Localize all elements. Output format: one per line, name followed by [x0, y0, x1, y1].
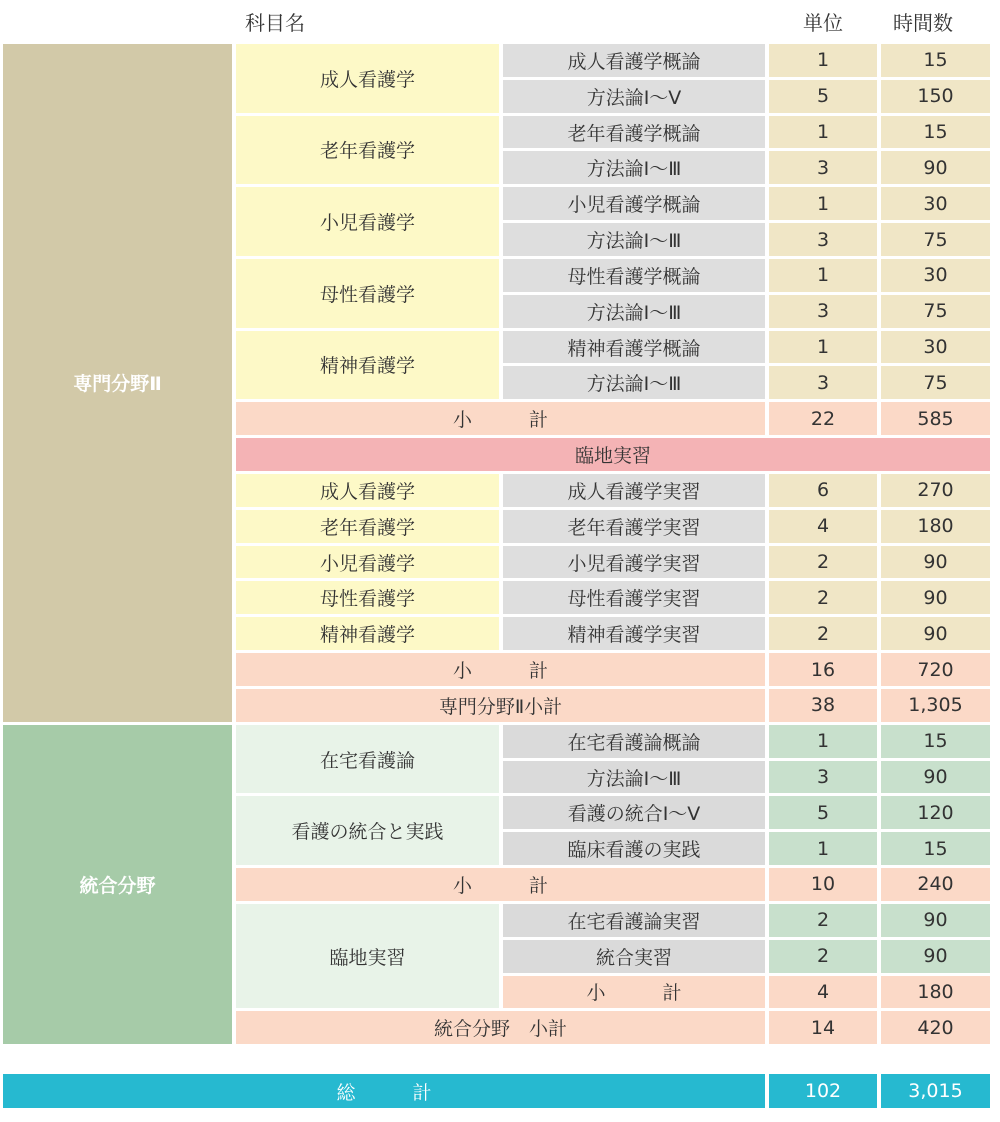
- course-name: 方法論Ⅰ～Ⅲ: [503, 223, 765, 256]
- course-hours: 90: [881, 940, 990, 973]
- subtotal-units: 10: [769, 868, 877, 901]
- course-units: 1: [769, 44, 877, 77]
- practicum-header: 臨地実習: [236, 438, 990, 471]
- course-units: 3: [769, 151, 877, 184]
- header-hours: 時間数: [893, 11, 953, 35]
- course-name: 成人看護学実習: [503, 474, 765, 507]
- course-name: 方法論Ⅰ～Ⅲ: [503, 366, 765, 399]
- subject-name: 在宅看護論: [236, 725, 499, 794]
- total-label: 総 計: [3, 1074, 765, 1108]
- course-units: 5: [769, 80, 877, 113]
- subject-name: 母性看護学: [236, 259, 499, 328]
- header-subject: 科目名: [245, 11, 305, 35]
- header-units: 単位: [803, 11, 843, 35]
- subject-name: 成人看護学: [236, 474, 499, 507]
- course-units: 1: [769, 832, 877, 865]
- course-units: 3: [769, 366, 877, 399]
- course-units: 1: [769, 187, 877, 220]
- course-name: 統合実習: [503, 940, 765, 973]
- course-units: 6: [769, 474, 877, 507]
- course-name: 方法論Ⅰ～Ⅲ: [503, 295, 765, 328]
- subject-name: 老年看護学: [236, 510, 499, 543]
- course-name: 老年看護学実習: [503, 510, 765, 543]
- course-units: 3: [769, 223, 877, 256]
- course-units: 3: [769, 761, 877, 794]
- course-name: 成人看護学概論: [503, 44, 765, 77]
- course-name: 在宅看護論実習: [503, 904, 765, 937]
- subtotal-units: 22: [769, 402, 877, 435]
- course-units: 1: [769, 116, 877, 149]
- subtotal-hours: 420: [881, 1011, 990, 1044]
- subject-name: 看護の統合と実践: [236, 796, 499, 865]
- course-units: 2: [769, 617, 877, 650]
- course-hours: 90: [881, 546, 990, 579]
- course-units: 3: [769, 295, 877, 328]
- course-units: 5: [769, 796, 877, 829]
- course-hours: 270: [881, 474, 990, 507]
- subtotal-label: 小 計: [236, 868, 765, 901]
- subtotal-label: 小 計: [236, 402, 765, 435]
- course-hours: 30: [881, 331, 990, 364]
- course-name: 小児看護学概論: [503, 187, 765, 220]
- course-hours: 150: [881, 80, 990, 113]
- course-name: 臨床看護の実践: [503, 832, 765, 865]
- course-units: 1: [769, 259, 877, 292]
- subtotal-label: 小 計: [503, 976, 765, 1009]
- subtotal-hours: 1,305: [881, 689, 990, 722]
- course-units: 4: [769, 510, 877, 543]
- course-name: 方法論Ⅰ～Ⅲ: [503, 151, 765, 184]
- course-hours: 30: [881, 187, 990, 220]
- course-units: 1: [769, 725, 877, 758]
- subject-name: 精神看護学: [236, 617, 499, 650]
- subtotal-label: 統合分野 小計: [236, 1011, 765, 1044]
- subtotal-units: 14: [769, 1011, 877, 1044]
- course-hours: 90: [881, 617, 990, 650]
- course-units: 2: [769, 904, 877, 937]
- subtotal-hours: 720: [881, 653, 990, 686]
- subject-name: 小児看護学: [236, 187, 499, 256]
- course-units: 2: [769, 940, 877, 973]
- subtotal-hours: 180: [881, 976, 990, 1009]
- course-hours: 75: [881, 223, 990, 256]
- total-units: 102: [769, 1074, 877, 1108]
- subject-name: 臨地実習: [236, 904, 499, 1008]
- total-hours: 3,015: [881, 1074, 990, 1108]
- course-name: 精神看護学概論: [503, 331, 765, 364]
- course-hours: 75: [881, 366, 990, 399]
- course-units: 1: [769, 331, 877, 364]
- subject-name: 成人看護学: [236, 44, 499, 113]
- subtotal-label: 専門分野Ⅱ小計: [236, 689, 765, 722]
- course-hours: 15: [881, 116, 990, 149]
- course-units: 2: [769, 581, 877, 614]
- subject-name: 母性看護学: [236, 581, 499, 614]
- course-hours: 15: [881, 44, 990, 77]
- course-name: 方法論Ⅰ～Ⅴ: [503, 80, 765, 113]
- course-name: 精神看護学実習: [503, 617, 765, 650]
- course-hours: 15: [881, 725, 990, 758]
- course-hours: 180: [881, 510, 990, 543]
- category-label: 統合分野: [3, 725, 232, 1044]
- course-name: 在宅看護論概論: [503, 725, 765, 758]
- course-hours: 90: [881, 761, 990, 794]
- course-hours: 75: [881, 295, 990, 328]
- course-units: 2: [769, 546, 877, 579]
- course-hours: 90: [881, 151, 990, 184]
- course-name: 老年看護学概論: [503, 116, 765, 149]
- subtotal-hours: 585: [881, 402, 990, 435]
- course-name: 小児看護学実習: [503, 546, 765, 579]
- course-hours: 120: [881, 796, 990, 829]
- subject-name: 精神看護学: [236, 331, 499, 400]
- category-label: 専門分野Ⅱ: [3, 44, 232, 722]
- subject-name: 小児看護学: [236, 546, 499, 579]
- course-name: 方法論Ⅰ～Ⅲ: [503, 761, 765, 794]
- subject-name: 老年看護学: [236, 116, 499, 185]
- subtotal-units: 16: [769, 653, 877, 686]
- course-hours: 90: [881, 904, 990, 937]
- course-hours: 90: [881, 581, 990, 614]
- subtotal-hours: 240: [881, 868, 990, 901]
- course-name: 母性看護学概論: [503, 259, 765, 292]
- subtotal-units: 38: [769, 689, 877, 722]
- subtotal-label: 小 計: [236, 653, 765, 686]
- course-hours: 30: [881, 259, 990, 292]
- course-name: 母性看護学実習: [503, 581, 765, 614]
- subtotal-units: 4: [769, 976, 877, 1009]
- course-hours: 15: [881, 832, 990, 865]
- course-name: 看護の統合Ⅰ～Ⅴ: [503, 796, 765, 829]
